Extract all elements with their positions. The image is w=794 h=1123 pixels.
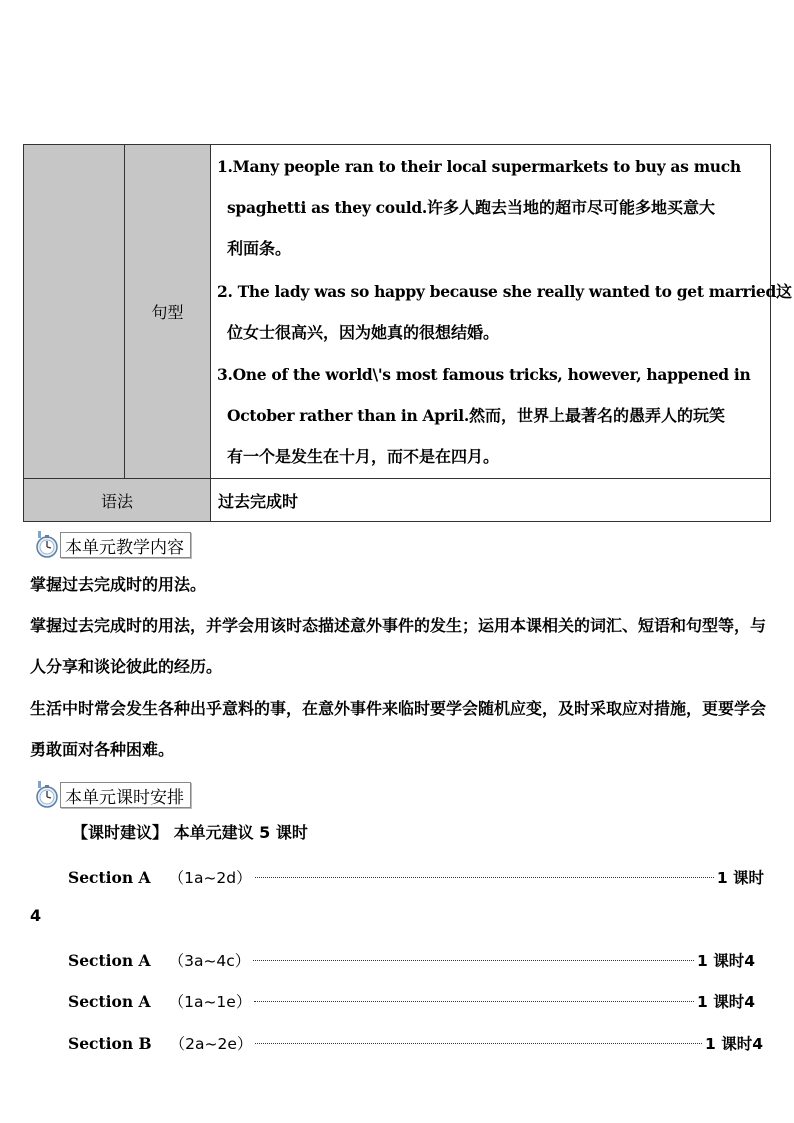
vocabulary-table [23, 144, 793, 522]
section-header-schedule [30, 781, 191, 809]
stopwatch-icon [30, 531, 62, 559]
leader-dots [255, 877, 714, 878]
schedule-section: Section A [68, 868, 151, 887]
table-category-cell [24, 145, 125, 478]
schedule-range: （3a~4c） [168, 952, 251, 970]
schedule-section: Section A [68, 951, 151, 970]
stopwatch-icon [30, 781, 62, 809]
schedule-row [68, 990, 755, 1012]
schedule-wrap-text: 4 [30, 906, 42, 925]
sentence-pattern-label: 句型 [151, 303, 184, 322]
schedule-row [68, 949, 755, 971]
sentence-3-line-2: October rather than in April. [227, 406, 469, 425]
grammar-value-cell [211, 478, 770, 521]
sentence-2 [217, 271, 793, 353]
schedule-range: （1a~2d） [168, 869, 252, 887]
sentence-2-translation: 这 [776, 282, 793, 301]
sentence-2-line-2: 位女士很高兴，因为她真的很想结婚。 [227, 323, 500, 342]
grammar-label-cell [24, 478, 211, 521]
section-header-content [30, 531, 191, 559]
schedule-section: Section A [68, 992, 151, 1011]
section-title-schedule: 本单元课时安排 [60, 782, 191, 808]
leader-dots [255, 1043, 702, 1044]
schedule-range: （2a~2e） [169, 1035, 253, 1053]
grammar-value: 过去完成时 [218, 491, 299, 511]
schedule-hours: 1 课时 [716, 869, 764, 887]
sentence-1-line-3: 利面条。 [227, 239, 292, 258]
paragraph-2: 掌握过去完成时的用法，并学会用该时态描述意外事件的发生；运用本课相关的词汇、短语和句型等，与人分享和谈论彼此的经历。 [30, 616, 767, 676]
paragraph-3: 生活中时常会发生各种出乎意料的事，在意外事件来临时要学会随机应变，及时采取应对措施，更要学会勇敢面对各种困难。 [30, 699, 767, 759]
sentence-pattern-content [211, 145, 793, 478]
section-title-teaching-content: 本单元教学内容 [60, 532, 191, 558]
schedule-section: Section B [68, 1034, 152, 1053]
schedule-hours: 1 课时4 [705, 1035, 763, 1053]
sentence-pattern-label-cell [125, 145, 211, 478]
schedule-row [68, 1032, 763, 1054]
sentence-3 [217, 354, 769, 477]
sentence-3-line-1: 3.One of the world\'s most famous tricks, however, happened in [217, 365, 751, 384]
schedule-row [68, 866, 764, 888]
paragraph-1: 掌握过去完成时的用法。 [30, 575, 207, 594]
schedule-range: （1a~1e） [168, 993, 252, 1011]
sentence-1-translation: 许多人跑去当地的超市尽可能多地买意大 [427, 198, 716, 217]
sentence-3-line-3: 有一个是发生在十月，而不是在四月。 [227, 447, 500, 466]
leader-dots [254, 1001, 694, 1002]
sentence-1-line-1: 1.Many people ran to their local supermarkets to buy as much [217, 157, 741, 176]
grammar-label: 语法 [100, 491, 133, 511]
schedule-hours: 1 课时4 [697, 993, 755, 1011]
schedule-hours: 1 课时4 [697, 952, 755, 970]
schedule-suggestion: 【课时建议】 本单元建议 5 课时 [72, 823, 308, 842]
sentence-3-translation: 然而，世界上最著名的愚弄人的玩笑 [468, 406, 725, 425]
sentence-2-line-1: 2. The lady was so happy because she really wanted to get married [217, 282, 777, 301]
sentence-1 [217, 146, 769, 269]
sentence-1-line-2: spaghetti as they could. [227, 198, 428, 217]
leader-dots [253, 960, 694, 961]
